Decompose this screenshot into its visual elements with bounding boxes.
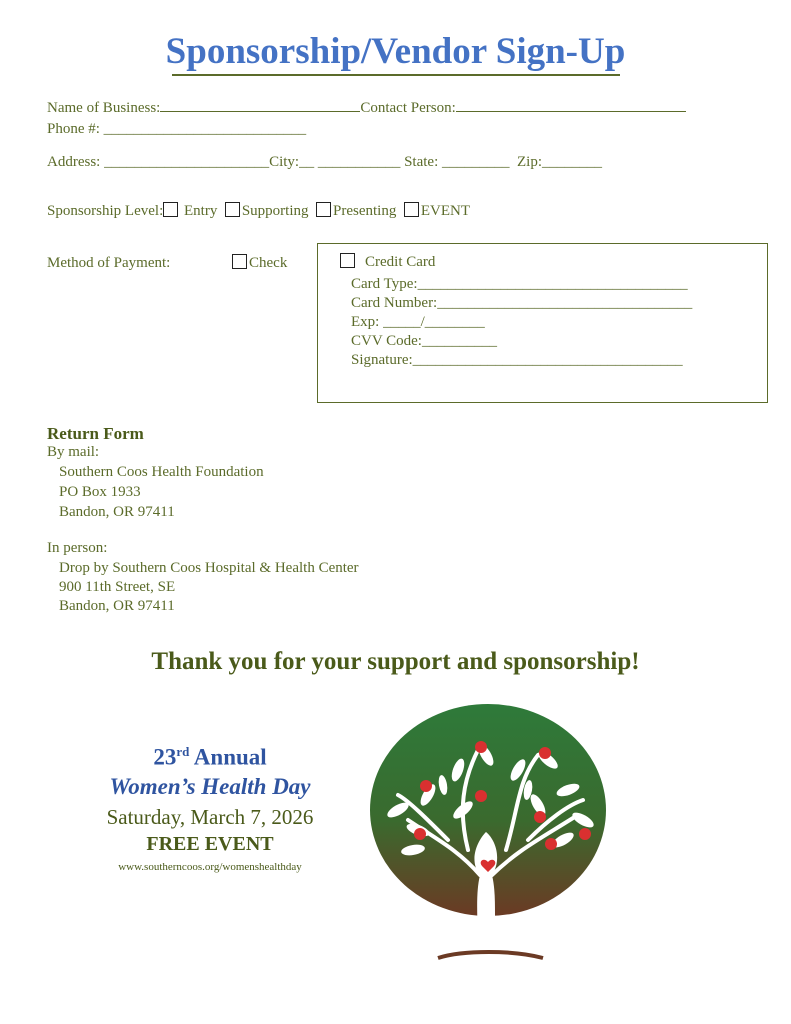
event-name: Women’s Health Day [109, 774, 311, 799]
tree-logo-icon [368, 700, 608, 970]
business-label: Name of Business: [47, 100, 161, 116]
contact-label: Contact Person: [360, 100, 456, 116]
annual-line [60, 744, 360, 771]
event-checkbox[interactable] [404, 202, 419, 217]
mail-line: Bandon, OR 97411 [59, 504, 175, 520]
credit-label: Credit Card [365, 254, 436, 270]
mail-line: PO Box 1933 [59, 484, 141, 500]
entry-checkbox[interactable] [163, 202, 178, 217]
cvv-field[interactable]: CVV Code:__________ [351, 333, 497, 349]
state-field[interactable]: State: _________ [404, 154, 510, 170]
event-date: Saturday, March 7, 2026 [106, 805, 314, 829]
sponsorship-label: Sponsorship Level: [47, 203, 164, 219]
check-label: Check [249, 255, 288, 271]
exp-field[interactable]: Exp: _____/________ [351, 314, 485, 330]
title-underline [172, 74, 620, 76]
business-field[interactable] [160, 99, 360, 112]
business-row [47, 99, 686, 117]
event-label: EVENT [420, 203, 470, 219]
phone-field[interactable]: Phone #: ___________________________ [47, 121, 307, 137]
payment-label: Method of Payment: [47, 255, 171, 271]
contact-field[interactable] [456, 99, 686, 112]
person-label: In person: [47, 540, 108, 556]
card-number-field[interactable]: Card Number:__________________________________ [351, 295, 693, 311]
presenting-label: Presenting [333, 203, 397, 219]
address-row [47, 154, 602, 171]
check-checkbox[interactable] [232, 254, 247, 269]
mail-line: Southern Coos Health Foundation [59, 464, 264, 480]
person-line: 900 11th Street, SE [59, 579, 176, 595]
person-line: Bandon, OR 97411 [59, 598, 175, 614]
return-heading: Return Form [47, 424, 144, 443]
credit-option [340, 253, 435, 271]
sponsorship-row [47, 202, 470, 220]
entry-label: Entry [184, 203, 218, 219]
event-suffix: rd [176, 744, 190, 759]
event-number: 23 [153, 744, 177, 770]
mail-label: By mail: [47, 444, 100, 460]
check-option [232, 254, 287, 272]
card-type-field[interactable]: Card Type:____________________________________ [351, 276, 688, 292]
supporting-checkbox[interactable] [225, 202, 240, 217]
person-line: Drop by Southern Coos Hospital & Health Center [59, 560, 359, 576]
page-title: Sponsorship/Vendor Sign-Up [165, 31, 626, 72]
annual-label: Annual [193, 744, 267, 770]
free-event: FREE EVENT [146, 833, 274, 855]
supporting-label: Supporting [241, 203, 309, 219]
zip-field[interactable]: Zip:________ [517, 154, 603, 170]
address-field[interactable]: Address: ______________________ [47, 154, 270, 170]
event-url[interactable]: www.southerncoos.org/womenshealthday [118, 861, 302, 873]
credit-checkbox[interactable] [340, 253, 355, 268]
presenting-checkbox[interactable] [316, 202, 331, 217]
city-field[interactable]: City:__ ___________ [269, 154, 401, 170]
signature-field[interactable]: Signature:____________________________________ [351, 352, 683, 368]
thank-you-message: Thank you for your support and sponsorship! [151, 648, 640, 675]
